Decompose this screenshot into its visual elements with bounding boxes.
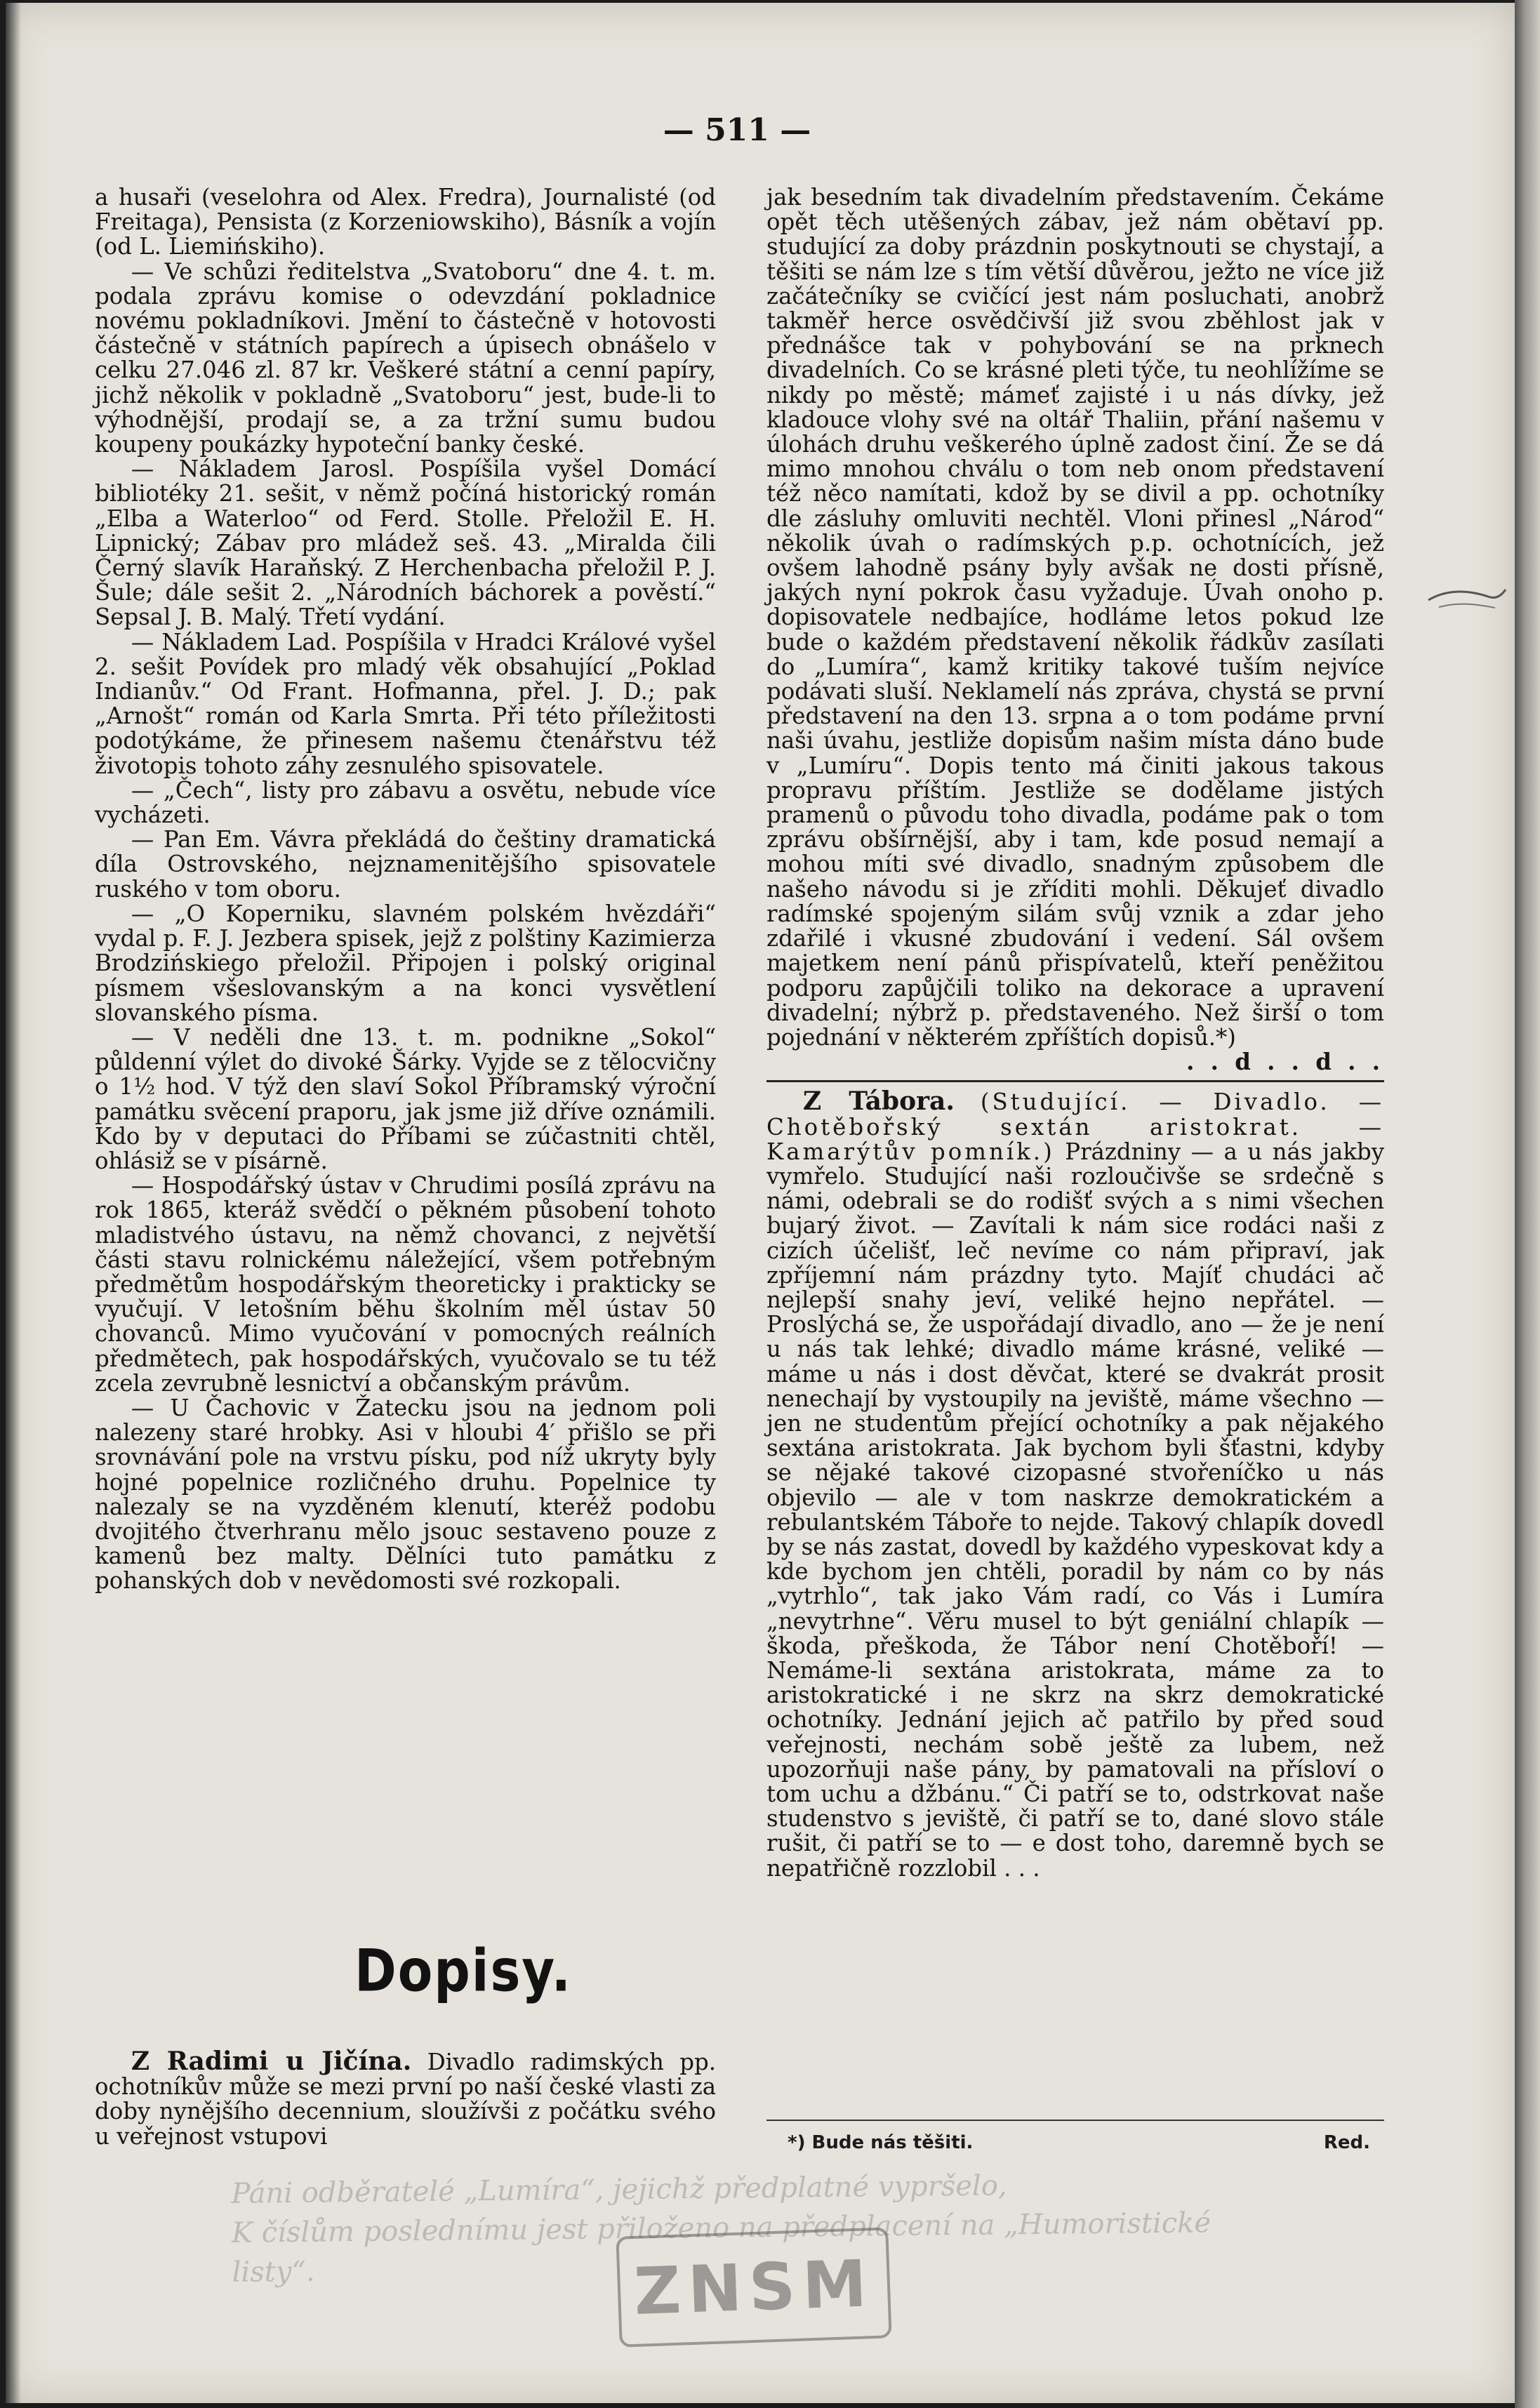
letter-signature: . . d . . d . . [1186, 1049, 1384, 1076]
right-column [766, 185, 1384, 1881]
news-item-cech: — „Čech“, listy pro zábavu a osvětu, nebude více vycházeti. [95, 776, 716, 829]
letter-radim-continuation: jak besedním tak divadelním představením. Čekáme opět těch utěšených zábav, jež nám obětaví pp. studující za doby prázdnin poskytnouti se chystají, a těšiti se nám lze s tím větší důvěrou, ježto ne více již začátečníky se cvičící jest nám posluchati, anobrž takměř herce osvědčivší již svou zběhlost jak v přednášce tak v pohybování se na prknech divadelních. Co se krásné pleti týče, tu neohlížíme se nikdy po městě; mámeť zajisté i u nás dívky, jež kladouce vlohy své na oltář Thaliin, přání našemu v úlohách druhu veškerého úplně zadost činí. Že se dá mimo mnohou chválu o tom neb onom představení též něco namítati, kdož by se divil a pp. ochotníky dle zásluhy omluviti nechtěl. Vloni přinesl „Národ“ několik úvah o radímských p.p. ochotnících, jež ovšem lahodně psány byly avšak ne dosti přísně, jakých nyní pokrok času vyžaduje. Úvah onoho p. dopisovatele nedbajíce, hodláme letos pokud lze bude o každém představení několik řádkův zasílati do „Lumíra“, kamž kritiky takové tuším nejvíce podávati sluší. Neklamelí nás zpráva, chystá se první představení na den 13. srpna a o tom podáme první naši úvahu, jestliže dopisům našim místa dáno bude v „Lumíru“. Dopis tento má činiti jakous takous propravu příštím. Jestliže se dodělame jistých pramenů o původu toho divadla, podáme pak o tom zprávu obšírnější, aby i tam, kde posud nemají a mohou míti své divadlo, snadným způsobem dle našeho návodu si je zříditi mohli. Děkujeť divadlo radímské spojeným silám svůj vznik a zdar jeho zdařilé i vkusné zbudování i vedení. Sál ovšem majetkem není pánů přispívatelů, kteří peněžitou podporu zapůjčili toliko na dekorace a upravení divadelní; nýbrž p. představeného. Než širší o tom pojednání v některém zpříštích dopisů.*) [766, 184, 1384, 1051]
page-number: — 511 — [663, 112, 811, 148]
news-item-chrudim: — Hospodářský ústav v Chrudimi posílá zprávu na rok 1865, kteráž svědčí o pěkném působení tohoto mladistvého ústavu, na němž chovanci, z největší části stavu rolnickému náležející, všem potřebným předmětům hospodářským theoreticky i prakticky se vyučují. V letošním běhu školním měl ústav 50 chovanců. Mimo vyučování v pomocných reálních předmětech, pak hospodářských, vyučovalo se tu též zcela zevrubně lesnictví a občanským právům. [95, 1172, 716, 1397]
letter-place-tabor: Z Tábora. [802, 1086, 955, 1117]
footnote-rule [766, 2120, 1384, 2121]
news-item-cachovice: — U Čachovic v Žatecku jsou na jednom poli nalezeny staré hrobky. Asi v hloubi 4′ přišlo se při srovnávání pole na vrstvu písku, pod níž ukryty byly hojné popelnice rozličného druhu. Popelnice ty nalezaly se na vyzděném klenutí, kteréž podobu dvojitého čtverhranu mělo jsouc sestaveno pouze z kamenů bez malty. Dělníci tuto památku z pohanských dob v nevědomosti své rozkopali. [95, 1394, 716, 1595]
footnote-text: *) Bude nás těšiti. [788, 2132, 974, 2153]
news-item-pospisil-jarosl: — Nákladem Jarosl. Pospíšila vyšel Domácí bibliotéky 21. sešit, v němž počíná historický román „Elba a Waterloo“ od Ferd. Stolle. Přeložil E. H. Lipnický; Zábav pro mládež seš. 43. „Miralda čili Černý slavík Haraňský. Z Herchenbacha přeložil P. J. Šule; dále sešit 2. „Národních báchorek a pověstí.“ Sepsal J. B. Malý. Třetí vydání. [95, 455, 716, 631]
news-item-1: a husaři (veselohra od Alex. Fredra), Journalisté (od Freitaga), Pensista (z Korzeniowskiho), Básník a vojín (od L. Liemińskiho). [95, 184, 716, 260]
news-item-sokol: — V neděli dne 13. t. m. podnikne „Sokol“ půldenní výlet do divoké Šárky. Vyjde se z tělocvičny o 1½ hod. V týž den slaví Sokol Příbramský výroční památku svěcení praporu, jak jsme již dříve oznámili. Kdo by v deputaci do Příbami se zúčastniti chtěl, ohlásiž se v písárně. [95, 1023, 716, 1174]
bleed-line-1: Páni odběratelé „Lumíra“, jejichž předplatné vypršelo, [231, 2169, 1007, 2210]
section-heading-dopisy: Dopisy. [354, 1936, 572, 2005]
page-edge-right [1515, 0, 1540, 2408]
news-item-svatobor: — Ve schůzi ředitelstva „Svatoboru“ dne 4. t. m. podala zprávu komise o odevzdání pokladnice novému pokladníkovi. Jmění to částečně v hotovosti částečně v státních papírech a úpisech obnášelo v celku 27.046 zl. 87 kr. Veškeré státní a cenní papíry, jichž několik v pokladně „Svatoboru“ jest, bude-li to výhodnější, prodají se, a za tržní sumu budou koupeny poukázky hypoteční banky české. [95, 258, 716, 458]
footnote-sign: Red. [1323, 2132, 1370, 2153]
bleed-line-2: K číslům poslednímu jest přiloženo na předplacení na „Humoristické listy“. [231, 2207, 1212, 2289]
letter-radim [95, 2049, 716, 2149]
news-item-kopernik: — „O Koperniku, slavném polském hvězdáři“ vydal p. F. J. Jezbera spisek, jejž z polštiny Kazimierza Brodzińskiego přeložil. Připojen i polský original písmem všeslovanským a na konci vysvětlení slovanského písma. [95, 900, 716, 1026]
letter-place-radim: Z Radimi u Jičína. [131, 2047, 412, 2076]
letter-tabor-text: Prázdniny — a u nás jakby vymřelo. Studující naši rozloučivše se srdečně s námi, odebrali se do rodišť svých a s nimi všechen bujarý život. — Zavítali k nám sice rodáci naši z cizích účelišť, leč nevíme co nám připraví, jak zpříjemní nám prázdny tyto. Majíť chudáci ač nejlepší snahy jeví, veliké hejno nepřátel. — Proslýchá se, že uspořádají divadlo, ano — že je není u nás tak lehké; divadlo máme krásné, veliké — máme u nás i dost děvčat, které se dvakrát prosit nenechají by vystoupily na jeviště, máme všechno — jen ne studentům přející ochotníky a pak nějakého sextána aristokrata. Jak bychom byli šťastni, kdyby se nějaké takové cizopasné stvořeníčko u nás objevilo — ale v tom naskrze demokratickém a rebulantském Táboře to nejde. Takový chlapík dovedl by se nás zastat, dovedl by každého vypeskovat kdy a kde bychom jen chtěli, poradil by nám co by nás „vytrhlo“, tak jako Vám radí, co Vás i Lumíra „nevytrhne“. Věru musel to být geniální chlapík — škoda, přeškoda, že Tábor není Chotěboří! — Nemáme-li sextána aristokrata, máme za to aristokratické i ne skrz na skrz demokratické ochotníky. Jednání jejich ač patřilo by před soud veřejnosti, nechám sobě ještě za lubem, než upozorňuji naše pány, by pamatovali na přísloví o tom uchu a džbánu.“ Či patří se to, odstrkovat naše studenstvo s jeviště, či patří se to, dané slovo stále rušit, či patří se to — e dost toho, daremně bych se nepatřičně rozzlobil . . . [766, 1138, 1385, 1882]
library-stamp: ZNSM [616, 2227, 891, 2347]
section-divider [766, 1080, 1384, 1082]
pencil-mark-icon [1425, 576, 1509, 618]
left-column [95, 185, 716, 1594]
page-gutter-shadow [6, 3, 21, 2403]
news-item-vavra: — Pan Em. Vávra překládá do češtiny dramatická díla Ostrovského, nejznamenitějšího spisovatele ruského v tom oboru. [95, 826, 716, 903]
letter-tabor-topics: (Studující. — Divadlo. — Chotěbořský sextán aristokrat. — Kamarýtův pomník.) [766, 1089, 1385, 1165]
letter-radim-text: Divadlo radimských pp. ochotníkův může se mezi první po naší české vlasti za doby nynějšího decennium, sloužívši z počátku svého u veřejnost vstupovi [95, 2049, 716, 2150]
news-item-pospisil-lad: — Nákladem Lad. Pospíšila v Hradci Králové vyšel 2. sešit Povídek pro mladý věk obsahující „Poklad Indianův.“ Od Frant. Hofmanna, přel. J. D.; pak „Arnošt“ román od Karla Smrta. Při této příležitosti podotýkáme, že přinesem našemu čtenářstvu též životopis tohoto záhy zesnulého spisovatele. [95, 628, 716, 779]
